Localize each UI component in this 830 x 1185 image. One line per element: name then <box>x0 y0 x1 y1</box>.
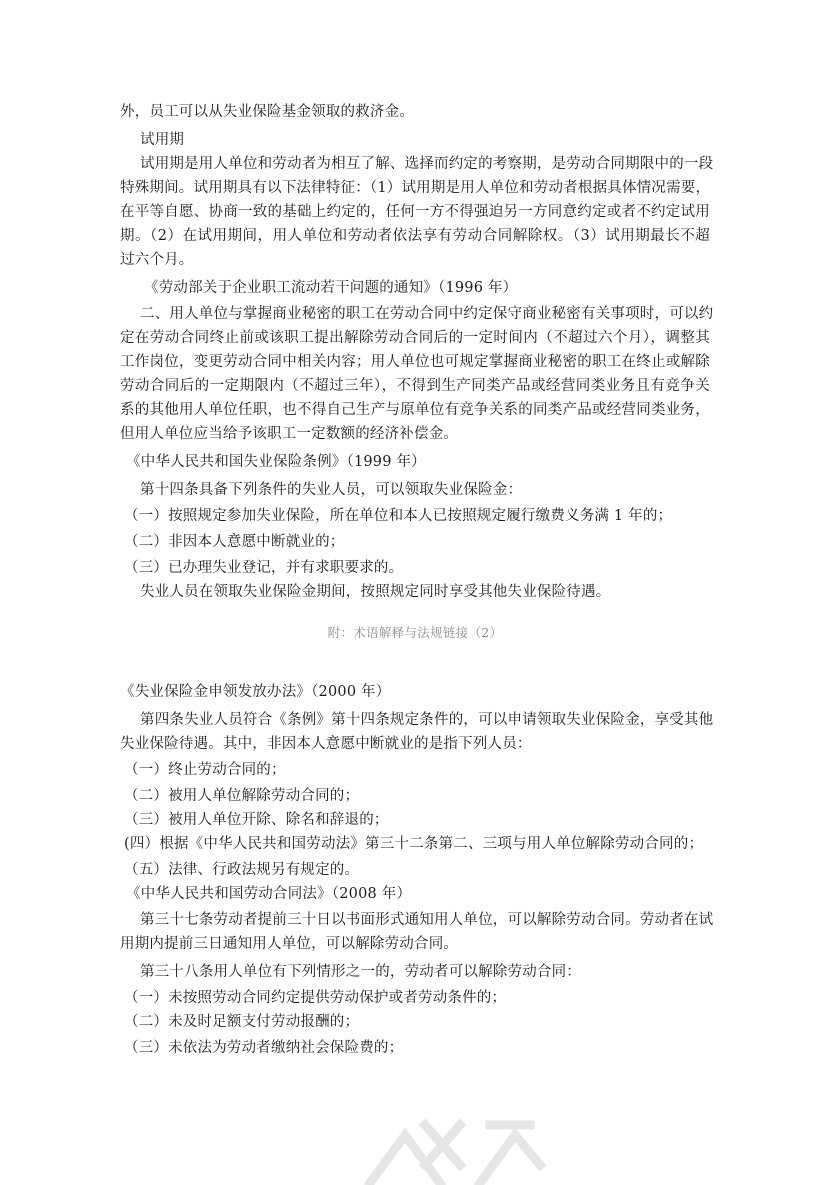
text-line: 定在劳动合同终止前或该职工提出解除劳动合同后的一定时间内（不超过六个月），调整其 <box>120 330 710 346</box>
section-heading: 试用期 <box>140 132 185 148</box>
watermark-logo-icon <box>330 1095 560 1185</box>
list-item: （二）被用人单位解除劳动合同的； <box>124 788 360 804</box>
text-line: 第十四条具备下列条件的失业人员，可以领取失业保险金： <box>140 482 523 498</box>
text-line: 但用人单位应当给予该职工一定数额的经济补偿金。 <box>120 426 459 442</box>
text-line: 外，员工可以从失业保险基金领取的救济金。 <box>120 104 414 120</box>
list-item: （二）未及时足额支付劳动报酬的； <box>124 1014 360 1030</box>
law-title: 《劳动部关于企业职工流动若干问题的通知》（1996 年） <box>144 280 518 296</box>
law-title: 《失业保险金申领发放办法》（2000 年） <box>120 684 391 700</box>
text-line: 特殊期间。试用期具有以下法律特征：（1）试用期是用人单位和劳动者根据具体情况需要， <box>120 180 711 196</box>
list-item: （三）未依法为劳动者缴纳社会保险费的； <box>124 1040 404 1056</box>
law-title: 《中华人民共和国劳动合同法》（2008 年） <box>126 886 412 902</box>
list-item: （一）按照规定参加失业保险，所在单位和本人已按照规定履行缴费义务满 1 年的； <box>124 508 673 524</box>
text-line: 第四条失业人员符合《条例》第十四条规定条件的，可以申请领取失业保险金，享受其他 <box>140 712 714 728</box>
text-line: 第三十八条用人单位有下列情形之一的，劳动者可以解除劳动合同： <box>140 964 581 980</box>
text-line: 失业保险待遇。其中，非因本人意愿中断就业的是指下列人员： <box>120 736 532 752</box>
law-title: 《中华人民共和国失业保险条例》（1999 年） <box>126 454 426 470</box>
text-line: 失业人员在领取失业保险金期间，按照规定同时享受其他失业保险待遇。 <box>140 584 611 600</box>
list-item: （三）被用人单位开除、除名和辞退的； <box>124 812 389 828</box>
list-item: （二）非因本人意愿中断就业的； <box>124 534 345 550</box>
list-item: （一）未按照劳动合同约定提供劳动保护或者劳动条件的； <box>124 990 507 1006</box>
text-line: 期。（2）在试用期间，用人单位和劳动者依法享有劳动合同解除权。（3）试用期最长不超 <box>120 228 710 244</box>
text-line: 工作岗位，变更劳动合同中相关内容；用人单位也可规定掌握商业秘密的职工在终止或解除 <box>120 354 710 370</box>
list-item: (四）根据《中华人民共和国劳动法》第三十二条第二、三项与用人单位解除劳动合同的； <box>124 836 704 852</box>
text-line: 第三十七条劳动者提前三十日以书面形式通知用人单位，可以解除劳动合同。劳动者在试 <box>140 912 714 928</box>
text-line: 试用期是用人单位和劳动者为相互了解、选择而约定的考察期，是劳动合同期限中的一段 <box>140 156 714 172</box>
text-line: 二、用人单位与掌握商业秘密的职工在劳动合同中约定保守商业秘密有关事项时，可以约 <box>140 306 714 322</box>
text-line: 劳动合同后的一定期限内（不超过三年），不得到生产同类产品或经营同类业务且有竞争关 <box>120 378 710 394</box>
list-item: （一）终止劳动合同的； <box>124 762 286 778</box>
text-line: 系的其他用人单位任职，也不得自己生产与原单位有竞争关系的同类产品或经营同类业务， <box>120 402 710 418</box>
list-item: （五）法律、行政法规另有规定的。 <box>124 862 360 878</box>
list-item: （三）已办理失业登记，并有求职要求的。 <box>124 560 404 576</box>
appendix-footer-link[interactable]: 附：术语解释与法规链接（2） <box>327 625 503 640</box>
text-line: 过六个月。 <box>120 252 194 268</box>
text-line: 用期内提前三日通知用人单位，可以解除劳动合同。 <box>120 936 459 952</box>
text-line: 在平等自愿、协商一致的基础上约定的，任何一方不得强迫另一方同意约定或者不约定试用 <box>120 204 710 220</box>
